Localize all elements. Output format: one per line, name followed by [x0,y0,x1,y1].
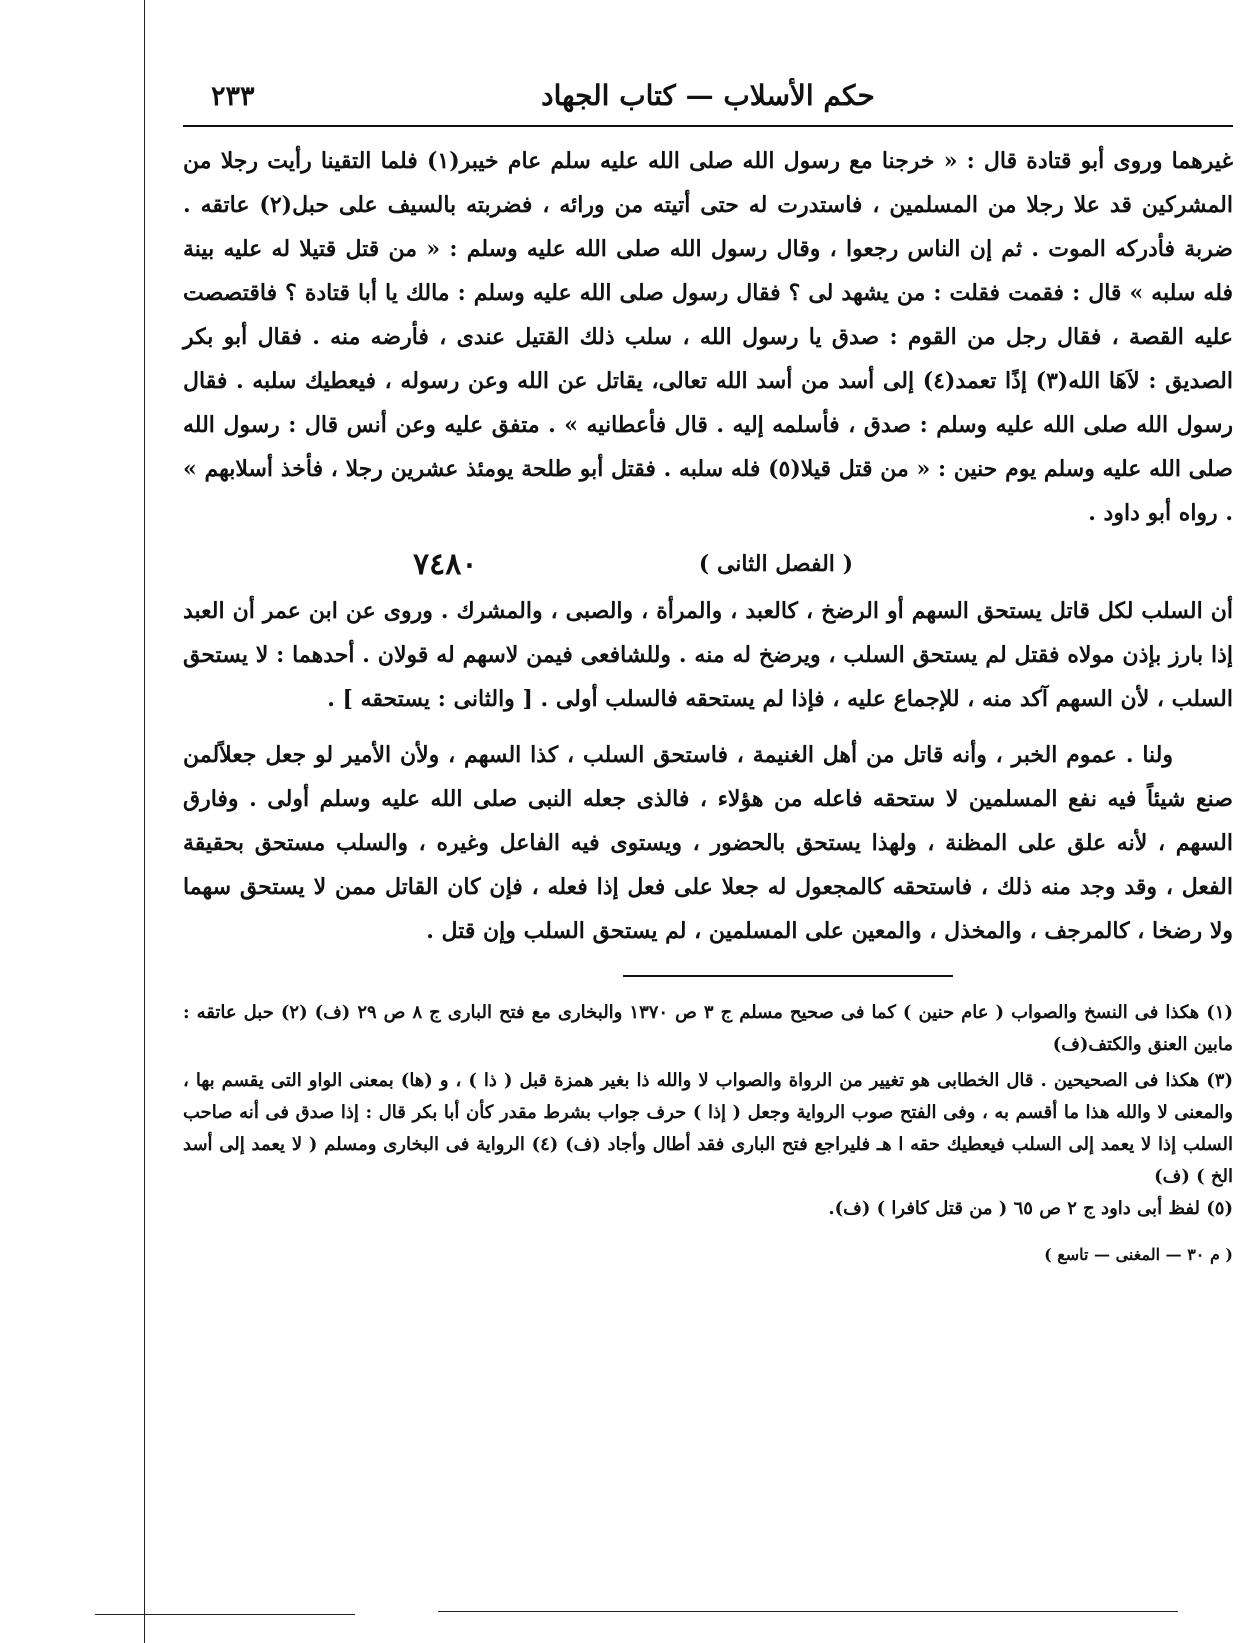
section-number: ٧٤٨٠ [413,546,478,582]
main-text [183,139,1233,953]
paragraph-ruling: أن السلب لكل قاتل يستحق السهم أو الرضخ ، كالعبد ، والمرأة ، والصبى ، والمشرك . وروى عن ابن عمر أن العبد إذا بارز بإذن مولاه فقتل لم يستحق السلب ، ويرضخ له منه . وللشافعى فيمن لاسهم له قولان . أحدهما : لا يستحق السلب ، لأن السهم آكد منه ، للإجماع عليه ، فإذا لم يستحقه فالسلب أولى . [ والثانى : يستحقه ] . [183,598,1233,712]
footnote-1-2: (١) هكذا فى النسخ والصواب ( عام حنين ) كما فى صحيح مسلم ج ٣ ص ١٣٧٠ والبخارى مع فتح البارى ج ٨ ص ٢٩ (ف) (٢) حبل عاتقه : مابين العنق والكتف(ف) [183,1002,1233,1055]
footnote-5: (٥) لفظ أبى داود ج ٢ ص ٦٥ ( من قتل كافرا ) (ف). [828,1198,1233,1219]
scan-margin-line [144,0,145,1643]
signature-mark: ( م ٣٠ — المغنى — تاسع ) [1044,1245,1233,1264]
footnotes [183,997,1233,1271]
footnote-3-4: (٣) هكذا فى الصحيحين . قال الخطابى هو تغيير من الرواة والصواب لا والله ذا بغير همزة قبل ( ذا ) ، و (ها) بمعنى الواو التى يقسم بها ، والمعنى لا والله هذا ما أقسم به ، وفى الفتح صوب الرواية وجعل ( إذا ) حرف جواب بشرط مقدر كأن أبا بكر قال : إذا صدق فى أنه صاحب السلب إذا لا يعمد إلى السلب فيعطيك حقه ا هـ فليراجع فتح البارى فقد أطال وأجاد (ف) (٤) الرواية فى البخارى ومسلم ( لا يعمد إلى أسد الخ ) (ف) [183,1070,1233,1187]
bottom-edge-rule-right [438,1611,1178,1612]
paragraph-argument: ولنا . عموم الخبر ، وأنه قاتل من أهل الغنيمة ، فاستحق السلب ، كذا السهم ، ولأن الأمير لو جعل جعلاًلمن صنع شيئاً فيه نفع المسلمين لا ستحقه فاعله من هؤلاء ، فالذى جعله النبى صلى الله عليه وسلم أولى . وفارق السهم ، لأنه علق على المظنة ، ولهذا يستحق بالحضور ، ويستوى فيه الفاعل وغيره ، والسلب مستحق بحقيقة الفعل ، وقد وجد منه ذلك ، فاستحقه كالمجعول له جعلا على فعل إذا فعله ، فإن كان القاتل ممن لا يستحق سهما ولا رضخا ، كالمرجف ، والمخذل ، والمعين على المسلمين ، لم يستحق السلب وإن قتل . [183,742,1233,944]
page-number: ٢٣٣ [211,81,255,112]
bottom-edge-rule-left [95,1614,355,1615]
section-heading [183,539,1233,589]
running-header [183,75,1233,127]
book-page [183,75,1233,1271]
running-title: حكم الأسلاب — كتاب الجهاد [541,79,875,112]
section-title: ( الفصل الثانى ) [698,551,853,577]
paragraph-spacer [183,721,1233,733]
paragraph-hadith: غيرهما وروى أبو قتادة قال : « خرجنا مع رسول الله صلى الله عليه سلم عام خيبر(١) فلما التقينا رأيت رجلا من المشركين قد علا رجلا من المسلمين ، فاستدرت له حتى أتيته من ورائه ، فضربته بالسيف على حبل(٢) عاتقه . ضربة فأدركه الموت . ثم إن الناس رجعوا ، وقال رسول الله صلى الله عليه وسلم : « من قتل قتيلا له عليه بينة فله سلبه » قال : فقمت فقلت : من يشهد لى ؟ فقال رسول صلى الله عليه وسلم : مالك يا أبا قتادة ؟ فاقتصصت عليه القصة ، فقال رجل من القوم : صدق يا رسول الله ، سلب ذلك القتيل عندى ، فأرضه منه . فقال أبو بكر الصديق : لاَهَا الله(٣) إذًا تعمد(٤) إلى أسد من أسد الله تعالى، يقاتل عن الله وعن رسوله ، فيعطيك سلبه . فقال رسول الله صلى الله عليه وسلم : صدق ، فأسلمه إليه . قال فأعطانيه » . متفق عليه وعن أنس قال : رسول الله صلى الله عليه وسلم يوم حنين : « من قتل قيلا(٥) فله سلبه . فقتل أبو طلحة يومئذ عشرين رجلا ، فأخذ أسلابهم » . رواه أبو داود . [183,148,1234,526]
footnote-separator [623,975,953,977]
